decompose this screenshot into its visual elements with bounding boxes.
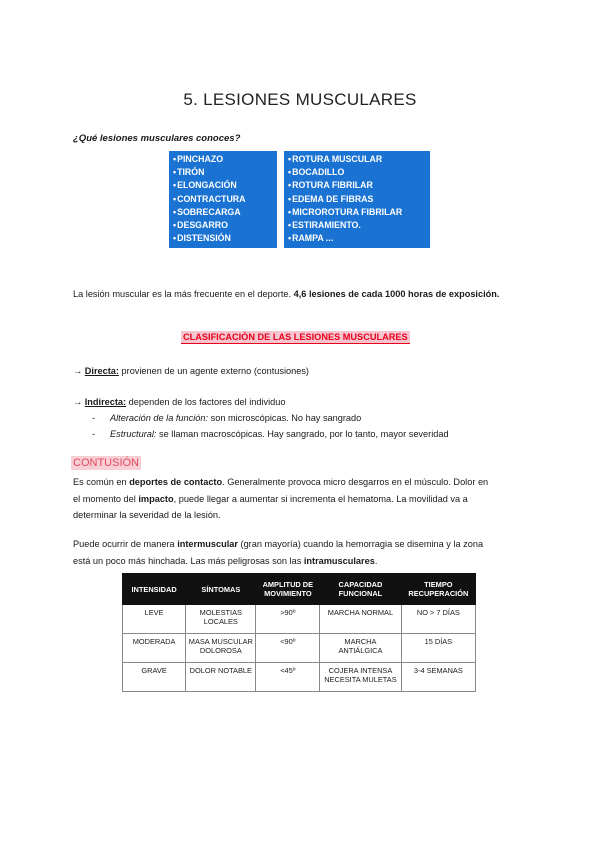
list-item: • BOCADILLO <box>288 166 426 179</box>
list-item: • RAMPA ... <box>288 232 426 245</box>
table-cell: >90º <box>256 605 320 634</box>
table-header: AMPLITUD DE MOVIMIENTO <box>256 574 320 605</box>
table-cell: GRAVE <box>123 663 186 692</box>
list-item: • EDEMA DE FIBRAS <box>288 193 426 206</box>
table-cell: LEVE <box>123 605 186 634</box>
contusion-paragraph-2: Puede ocurrir de manera intermuscular (gran mayoría) cuando la hemorragia se disemina y la zona está un poco más hinchada. Las más peligrosas son las intramusculares. <box>73 539 484 566</box>
list-item: • ESTIRAMIENTO. <box>288 219 426 232</box>
injury-list-left <box>169 151 277 248</box>
list-item: • TIRÓN <box>173 166 273 179</box>
indirecta-item-structural: - Estructural: se llaman macroscópicas. Hay sangrado, por lo tanto, mayor severidad <box>92 429 449 439</box>
list-item: • DISTENSIÓN <box>173 232 273 245</box>
severity-table <box>122 573 476 692</box>
intro-paragraph: La lesión muscular es la más frecuente en el deporte. 4,6 lesiones de cada 1000 horas de exposición. <box>73 289 500 299</box>
list-item: • ELONGACIÓN <box>173 179 273 192</box>
table-header: INTENSIDAD <box>123 574 186 605</box>
table-header: TIEMPO RECUPERACIÓN <box>401 574 475 605</box>
indirecta-line: → Indirecta: dependen de los factores del individuo <box>73 397 286 407</box>
table-cell: NO > 7 DÍAS <box>401 605 475 634</box>
table-cell: COJERA INTENSA NECESITA MULETAS <box>320 663 402 692</box>
table-cell: MODERADA <box>123 634 186 663</box>
table-cell: MARCHA NORMAL <box>320 605 402 634</box>
table-header: SÍNTOMAS <box>186 574 256 605</box>
indirecta-item-function: - Alteración de la función: son microscópicas. No hay sangrado <box>92 413 362 423</box>
table-header: CAPACIDAD FUNCIONAL <box>320 574 402 605</box>
list-item: • CONTRACTURA <box>173 193 273 206</box>
table-header-row <box>123 574 476 605</box>
table-cell: 3-4 SEMANAS <box>401 663 475 692</box>
table-cell: DOLOR NOTABLE <box>186 663 256 692</box>
question-text: ¿Qué lesiones musculares conoces? <box>73 133 241 144</box>
table-cell: MASA MUSCULAR DOLOROSA <box>186 634 256 663</box>
list-item: • MICROROTURA FIBRILAR <box>288 206 426 219</box>
page-title: 5. LESIONES MUSCULARES <box>183 90 417 109</box>
table-cell: MOLESTIAS LOCALES <box>186 605 256 634</box>
table-cell: 15 DÍAS <box>401 634 475 663</box>
injury-list-right <box>284 151 430 248</box>
contusion-paragraph-1: Es común en deportes de contacto. Generalmente provoca micro desgarros en el músculo. Dolor en el momento del impacto, puede llegar a aumentar si incrementa el hematoma. La movilidad va a determinar la severidad de la lesión. <box>73 477 489 520</box>
classification-heading: CLASIFICACIÓN DE LAS LESIONES MUSCULARES <box>183 332 408 342</box>
list-item: • ROTURA MUSCULAR <box>288 153 426 166</box>
table-row <box>123 663 476 692</box>
list-item: • DESGARRO <box>173 219 273 232</box>
table-row <box>123 634 476 663</box>
table-cell: <45º <box>256 663 320 692</box>
list-item: • SOBRECARGA <box>173 206 273 219</box>
table-cell: MARCHA ANTIÁLGICA <box>320 634 402 663</box>
table-cell: <90º <box>256 634 320 663</box>
contusion-heading: CONTUSIÓN <box>73 457 139 469</box>
list-item: • ROTURA FIBRILAR <box>288 179 426 192</box>
table-row <box>123 605 476 634</box>
directa-line: → Directa: provienen de un agente externo (contusiones) <box>73 366 309 376</box>
list-item: • PINCHAZO <box>173 153 273 166</box>
